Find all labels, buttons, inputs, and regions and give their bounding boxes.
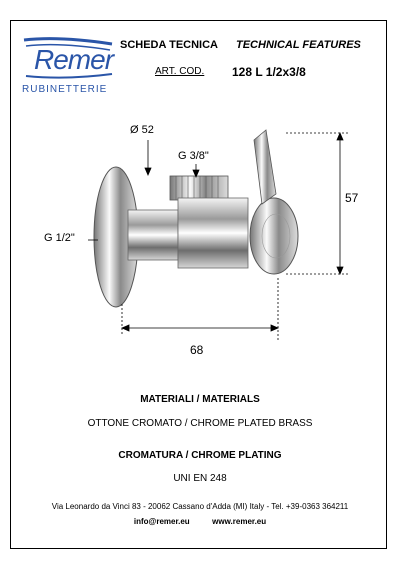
brand-subtitle: RUBINETTERIE xyxy=(22,84,108,95)
valve-neck xyxy=(128,210,178,260)
contact-line xyxy=(0,517,400,526)
materials-value: OTTONE CROMATO / CHROME PLATED BRASS xyxy=(87,418,313,429)
threaded-outlet xyxy=(170,176,228,200)
title-italian: SCHEDA TECNICA xyxy=(120,39,218,51)
materials-heading: MATERIALI / MATERIALS xyxy=(140,394,260,405)
article-code: 128 L 1/2x3/8 xyxy=(232,65,306,79)
article-code-label: ART. COD. xyxy=(155,66,205,77)
title-english: TECHNICAL FEATURES xyxy=(236,39,361,51)
company-address: Via Leonardo da Vinci 83 - 20062 Cassano d'Adda (MI) Italy - Tel. +39-0363 364211 xyxy=(51,502,349,511)
email-link[interactable]: info@remer.eu xyxy=(133,517,190,526)
brand-logo: Remer xyxy=(34,44,114,75)
label-thread-side: G 1/2" xyxy=(44,232,75,244)
plating-value: UNI EN 248 xyxy=(173,473,227,484)
label-thread-top: G 3/8" xyxy=(178,150,209,162)
website-link[interactable]: www.remer.eu xyxy=(212,517,267,526)
plating-heading: CROMATURA / CHROME PLATING xyxy=(118,450,282,461)
label-width: 68 xyxy=(190,343,204,357)
lever-handle xyxy=(254,130,276,204)
front-cap xyxy=(250,198,298,274)
valve-body xyxy=(178,198,248,268)
label-height: 57 xyxy=(345,191,359,205)
label-diameter: Ø 52 xyxy=(130,124,154,136)
